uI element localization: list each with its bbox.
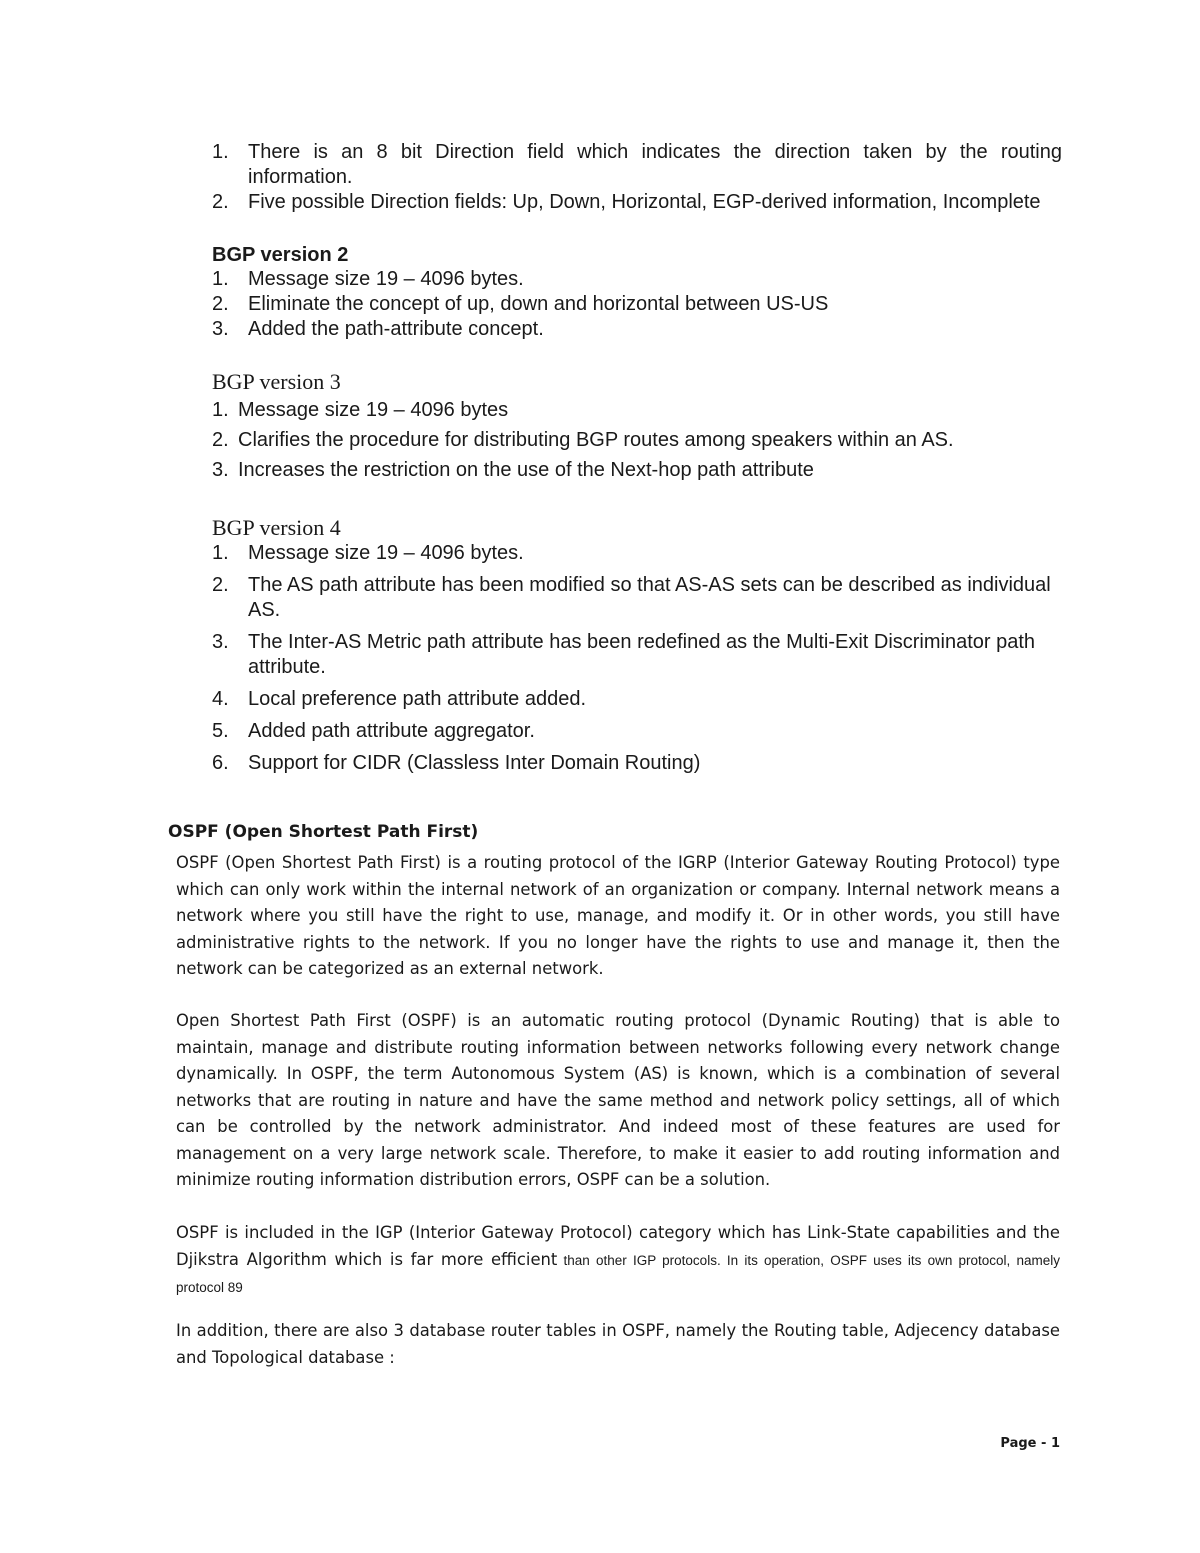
- bgp-v3-heading: BGP version 3: [212, 369, 341, 394]
- bgp-v4-heading: BGP version 4: [212, 515, 341, 540]
- list-item: [212, 292, 1062, 317]
- bgp-v2-heading: BGP version 2: [212, 244, 349, 266]
- list-text: Message size 19 – 4096 bytes.: [248, 542, 524, 564]
- list-number: 2.: [212, 293, 229, 315]
- list-item: [212, 395, 1062, 425]
- list-text: The AS path attribute has been modified so that AS-AS sets can be described as individual AS.: [248, 574, 1051, 621]
- list-number: 5.: [212, 720, 229, 742]
- list-number: 1.: [212, 399, 229, 421]
- ospf-section-title: OSPF (Open Shortest Path First): [168, 822, 479, 842]
- bgp-v4-list: [212, 541, 1062, 776]
- list-item: [212, 140, 1062, 190]
- list-number: 3.: [212, 459, 229, 481]
- list-number: 3.: [212, 631, 229, 653]
- list-number: 3.: [212, 318, 229, 340]
- list-text: Eliminate the concept of up, down and horizontal between US-US: [248, 293, 829, 315]
- list-item: [212, 630, 1062, 680]
- list-number: 4.: [212, 688, 229, 710]
- list-item: [212, 573, 1062, 623]
- list-number: 2.: [212, 429, 229, 451]
- list-item: [212, 455, 1062, 485]
- ospf-paragraph-2: Open Shortest Path First (OSPF) is an automatic routing protocol (Dynamic Routing) that is able to maintain, manage and distribute routing information between networks following every network change dynamically. In OSPF, the term Autonomous System (AS) is known, which is a combination of several networks that are routing in nature and have the same method and network policy settings, all of which can be controlled by the network administrator. And indeed most of these features are used for management on a very large network scale. Therefore, to make it easier to add routing information and minimize routing information distribution errors, OSPF can be a solution.: [176, 1011, 1060, 1189]
- list-text: Support for CIDR (Classless Inter Domain Routing): [248, 752, 701, 774]
- page-number: Page - 1: [1000, 1436, 1060, 1451]
- list-item: [212, 190, 1062, 215]
- list-number: 2.: [212, 191, 229, 213]
- list-number: 1.: [212, 542, 229, 564]
- list-item: [212, 317, 1062, 342]
- list-text: Added the path-attribute concept.: [248, 318, 544, 340]
- list-text: The Inter-AS Metric path attribute has been redefined as the Multi-Exit Discriminator path attribute.: [248, 631, 1036, 678]
- list-item: [212, 425, 1062, 455]
- list-number: 2.: [212, 574, 229, 596]
- ospf-paragraph-4: In addition, there are also 3 database router tables in OSPF, namely the Routing table, Adjecency database and Topological database :: [176, 1321, 1060, 1367]
- ospf-paragraph-3: [176, 1220, 1060, 1302]
- list-text: Five possible Direction fields: Up, Down, Horizontal, EGP-derived information, Incomplete: [248, 191, 1041, 213]
- list-number: 6.: [212, 752, 229, 774]
- list-text: Message size 19 – 4096 bytes.: [248, 268, 524, 290]
- bgp-v3-list: [212, 395, 1062, 485]
- list-item: [212, 751, 1062, 776]
- list-item: [212, 687, 1062, 712]
- list-text: There is an 8 bit Direction field which indicates the direction taken by the routing information.: [248, 141, 1062, 188]
- list-number: 1.: [212, 141, 229, 163]
- list-text: Message size 19 – 4096 bytes: [238, 399, 509, 421]
- list-text: Increases the restriction on the use of the Next-hop path attribute: [238, 459, 814, 481]
- ospf-paragraph-3-small: than other IGP protocols. In its operation, OSPF uses its own protocol, namely protocol 89: [176, 1252, 1060, 1295]
- list-item: [212, 267, 1062, 292]
- list-text: Local preference path attribute added.: [248, 688, 587, 710]
- bgp-v2-list: [212, 267, 1062, 342]
- list-text: Added path attribute aggregator.: [248, 720, 535, 742]
- list-number: 1.: [212, 268, 229, 290]
- list-item: [212, 719, 1062, 744]
- ospf-paragraph-3-main: OSPF is included in the IGP (Interior Gateway Protocol) category which has Link-State capabilities and the Djikstra Algorithm which is far more efficient: [176, 1223, 1060, 1269]
- list-item: [212, 541, 1062, 566]
- list-text: Clarifies the procedure for distributing BGP routes among speakers within an AS.: [238, 429, 954, 451]
- direction-field-list: [212, 140, 1062, 215]
- ospf-paragraph-1: OSPF (Open Shortest Path First) is a routing protocol of the IGRP (Interior Gateway Routing Protocol) type which can only work within the internal network of an organization or company. Internal network means a network where you still have the right to use, manage, and modify it. Or in other words, you still have administrative rights to the network. If you no longer have the rights to use and manage it, then the network can be categorized as an external network.: [176, 853, 1060, 978]
